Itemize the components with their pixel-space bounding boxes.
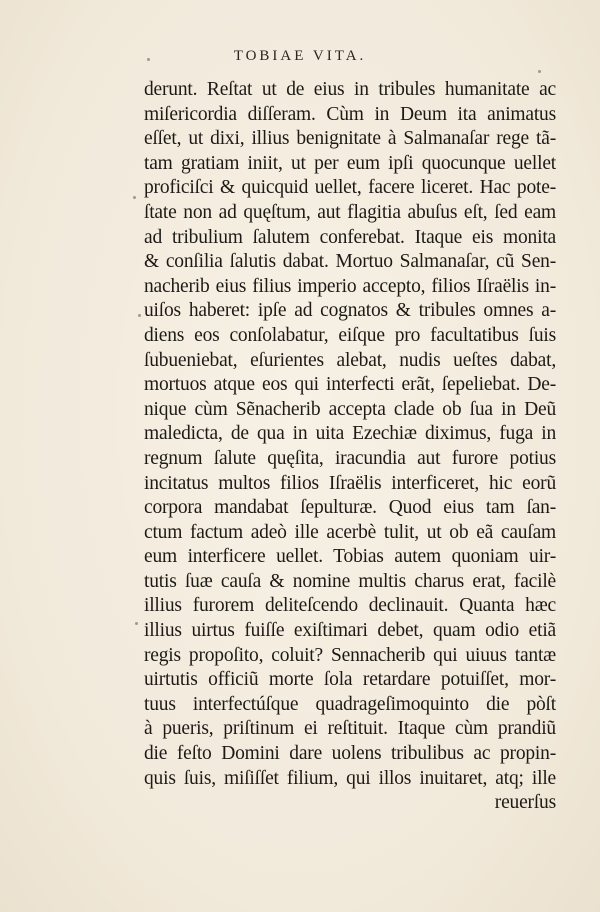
ink-speck: [147, 58, 150, 61]
text-line: miſericordia diſſeram. Cùm in Deum ita animatus: [144, 103, 556, 125]
text-line: tutis ſuæ cauſa & nomine multis charus erat, facilè: [144, 570, 556, 592]
text-line: die feſto Domini dare uolens tribulibus ac propin-: [144, 743, 556, 765]
ink-speck: [135, 622, 138, 625]
text-line: mortuos atque eos qui interfecti erãt, ſepeliebat. De-: [144, 374, 556, 396]
text-line: ctum factum adeò ille acerbè tulit, ut ob eã cauſam: [144, 521, 556, 543]
text-line: nique cùm Sẽnacherib accepta clade ob ſua in Deũ: [144, 398, 556, 420]
text-line: à pueris, priſtinum ei reſtituit. Itaque cùm prandiũ: [144, 718, 556, 740]
ink-speck: [133, 196, 136, 199]
text-line: quis ſuis, miſiſſet filium, qui illos inuitaret, atq; ille: [144, 767, 556, 789]
text-line: eſſet, ut dixi, illius benignitate à Salmanaſar rege tã-: [144, 128, 556, 150]
running-head: TOBIAE VITA.: [233, 48, 367, 64]
body-text: [144, 78, 556, 816]
text-line: regis propoſito, coluit? Sennacherib qui uiuus tantæ: [144, 644, 556, 666]
catchword: reuerſus: [494, 792, 556, 814]
text-line: corpora mandabat ſepulturæ. Quod eius tam ſan-: [144, 497, 556, 519]
text-line: diens eos conſolabatur, eiſque pro facultatibus ſuis: [144, 324, 556, 346]
ink-speck: [538, 70, 541, 73]
text-line: proficiſci & quicquid uellet, facere liceret. Hac pote-: [144, 177, 556, 199]
text-line: regnum ſalute quęſita, iracundia aut furore potius: [144, 447, 556, 469]
text-line: ad tribulium ſalutem conferebat. Itaque eis monita: [144, 226, 556, 248]
text-line: tam gratiam iniit, ut per eum ipſi quocunque uellet: [144, 152, 556, 174]
text-line: uirtutis officiũ morte ſola retardare potuiſſet, mor-: [144, 669, 556, 691]
text-line: uiſos haberet: ipſe ad cognatos & tribules omnes a-: [144, 300, 556, 322]
ink-speck: [138, 314, 141, 317]
text-line: illius furorem deliteſcendo declinauit. Quanta hæc: [144, 595, 556, 617]
text-line: & conſilia ſalutis dabat. Mortuo Salmanaſar, cũ Sen-: [144, 251, 556, 273]
text-line: maledicta, de qua in uita Ezechiæ diximus, fuga in: [144, 423, 556, 445]
text-line: ſubueniebat, eſurientes alebat, nudis ueſtes dabat,: [144, 349, 556, 371]
text-line: nacherib eius filius imperio accepto, filios Iſraëlis in-: [144, 275, 556, 297]
text-line: tuus interfectúſque quadrageſimoquinto die pòſt: [144, 693, 556, 715]
text-line: incitatus multos filios Iſraëlis interficeret, hic eorũ: [144, 472, 556, 494]
text-line: derunt. Reſtat ut de eius in tribules humanitate ac: [144, 79, 556, 100]
text-line: ſtate non ad quęſtum, aut flagitia abuſus eſt, ſed eam: [144, 201, 556, 223]
text-line: illius uirtus fuiſſe exiſtimari debet, quam odio etiã: [144, 620, 556, 642]
text-line: eum interficere uellet. Tobias autem quoniam uir-: [144, 546, 556, 568]
